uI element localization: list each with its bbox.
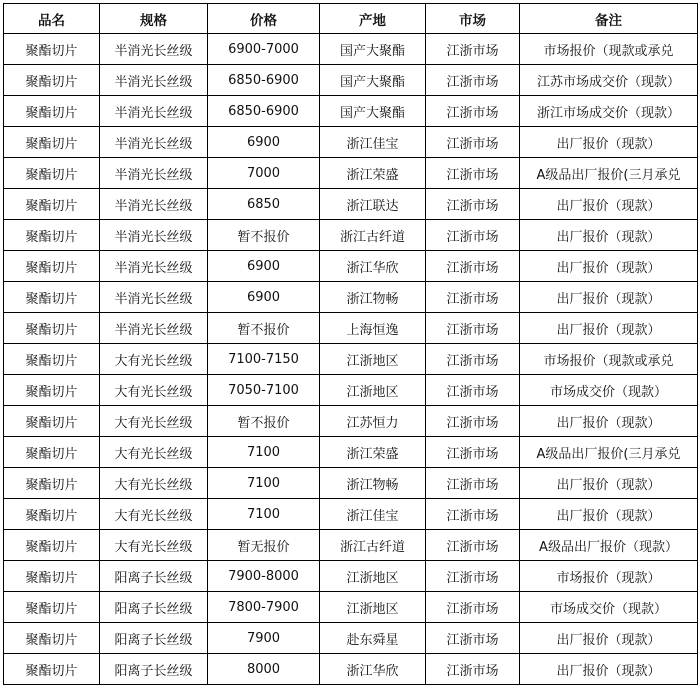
product-name-cell: 聚酯切片 — [4, 220, 100, 251]
market-cell: 江浙市场 — [426, 592, 520, 623]
market-cell: 江浙市场 — [426, 220, 520, 251]
origin-cell: 国产大聚酯 — [320, 34, 426, 65]
spec-cell: 半消光长丝级 — [100, 158, 208, 189]
origin-cell: 浙江古纤道 — [320, 530, 426, 561]
market-cell: 江浙市场 — [426, 313, 520, 344]
product-name-cell: 聚酯切片 — [4, 96, 100, 127]
price-cell: 6900 — [208, 251, 320, 282]
table-row — [4, 220, 698, 251]
table-row — [4, 344, 698, 375]
market-cell: 江浙市场 — [426, 189, 520, 220]
price-cell: 暂无报价 — [208, 530, 320, 561]
remark-cell: 市场报价（现款或承兑 — [520, 344, 698, 375]
product-name-cell: 聚酯切片 — [4, 158, 100, 189]
spec-cell: 大有光长丝级 — [100, 375, 208, 406]
product-name-cell: 聚酯切片 — [4, 623, 100, 654]
table-row — [4, 623, 698, 654]
remark-cell: 出厂报价（现款） — [520, 220, 698, 251]
origin-cell: 江苏恒力 — [320, 406, 426, 437]
price-cell: 暂不报价 — [208, 220, 320, 251]
market-cell: 江浙市场 — [426, 96, 520, 127]
header-row — [4, 4, 698, 34]
spec-cell: 大有光长丝级 — [100, 344, 208, 375]
market-cell: 江浙市场 — [426, 158, 520, 189]
product-name-cell: 聚酯切片 — [4, 468, 100, 499]
price-cell: 7100 — [208, 499, 320, 530]
remark-cell: 出厂报价（现款） — [520, 313, 698, 344]
remark-cell: 江苏市场成交价（现款） — [520, 65, 698, 96]
origin-cell: 江浙地区 — [320, 344, 426, 375]
table-row — [4, 468, 698, 499]
market-cell: 江浙市场 — [426, 468, 520, 499]
spec-cell: 阳离子长丝级 — [100, 592, 208, 623]
price-cell: 暂不报价 — [208, 313, 320, 344]
table-row — [4, 313, 698, 344]
remark-cell: 市场报价（现款或承兑 — [520, 34, 698, 65]
spec-cell: 半消光长丝级 — [100, 34, 208, 65]
product-name-cell: 聚酯切片 — [4, 189, 100, 220]
table-row — [4, 158, 698, 189]
market-cell: 江浙市场 — [426, 623, 520, 654]
table-row — [4, 189, 698, 220]
price-cell: 7100 — [208, 437, 320, 468]
price-cell: 6900 — [208, 282, 320, 313]
origin-cell: 上海恒逸 — [320, 313, 426, 344]
price-cell: 6900-7000 — [208, 34, 320, 65]
price-cell: 7100 — [208, 468, 320, 499]
origin-cell: 浙江佳宝 — [320, 127, 426, 158]
market-cell: 江浙市场 — [426, 561, 520, 592]
remark-cell: 市场报价（现款） — [520, 561, 698, 592]
spec-cell: 大有光长丝级 — [100, 406, 208, 437]
remark-cell: 出厂报价（现款） — [520, 468, 698, 499]
price-cell: 7900 — [208, 623, 320, 654]
header-price: 价格 — [208, 4, 320, 34]
header-remark: 备注 — [520, 4, 698, 34]
spec-cell: 阳离子长丝级 — [100, 654, 208, 685]
origin-cell: 浙江荣盛 — [320, 158, 426, 189]
price-cell: 暂不报价 — [208, 406, 320, 437]
table-row — [4, 561, 698, 592]
spec-cell: 半消光长丝级 — [100, 282, 208, 313]
price-cell: 7000 — [208, 158, 320, 189]
remark-cell: 市场成交价（现款） — [520, 592, 698, 623]
spec-cell: 大有光长丝级 — [100, 468, 208, 499]
spec-cell: 大有光长丝级 — [100, 499, 208, 530]
header-product-name: 品名 — [4, 4, 100, 34]
product-name-cell: 聚酯切片 — [4, 251, 100, 282]
spec-cell: 半消光长丝级 — [100, 313, 208, 344]
table-row — [4, 437, 698, 468]
remark-cell: 出厂报价（现款） — [520, 127, 698, 158]
remark-cell: A级品出厂报价（现款） — [520, 530, 698, 561]
market-cell: 江浙市场 — [426, 282, 520, 313]
spec-cell: 阳离子长丝级 — [100, 561, 208, 592]
table-row — [4, 65, 698, 96]
price-cell: 7050-7100 — [208, 375, 320, 406]
origin-cell: 赴东舜星 — [320, 623, 426, 654]
remark-cell: 出厂报价（现款） — [520, 251, 698, 282]
table-row — [4, 499, 698, 530]
remark-cell: A级品出厂报价(三月承兑 — [520, 437, 698, 468]
product-name-cell: 聚酯切片 — [4, 127, 100, 158]
table-row — [4, 654, 698, 685]
spec-cell: 半消光长丝级 — [100, 65, 208, 96]
remark-cell: 出厂报价（现款） — [520, 623, 698, 654]
origin-cell: 浙江联达 — [320, 189, 426, 220]
market-cell: 江浙市场 — [426, 344, 520, 375]
product-name-cell: 聚酯切片 — [4, 592, 100, 623]
product-name-cell: 聚酯切片 — [4, 313, 100, 344]
product-name-cell: 聚酯切片 — [4, 499, 100, 530]
price-table — [3, 3, 698, 685]
origin-cell: 浙江华欣 — [320, 251, 426, 282]
origin-cell: 浙江物畅 — [320, 282, 426, 313]
market-cell: 江浙市场 — [426, 530, 520, 561]
spec-cell: 阳离子长丝级 — [100, 623, 208, 654]
remark-cell: 出厂报价（现款） — [520, 406, 698, 437]
product-name-cell: 聚酯切片 — [4, 344, 100, 375]
price-cell: 6850 — [208, 189, 320, 220]
price-cell: 7900-8000 — [208, 561, 320, 592]
remark-cell: 出厂报价（现款） — [520, 282, 698, 313]
table-row — [4, 530, 698, 561]
price-cell: 7800-7900 — [208, 592, 320, 623]
remark-cell: A级品出厂报价(三月承兑 — [520, 158, 698, 189]
market-cell: 江浙市场 — [426, 437, 520, 468]
remark-cell: 市场成交价（现款） — [520, 375, 698, 406]
table-row — [4, 375, 698, 406]
table-row — [4, 282, 698, 313]
table-row — [4, 127, 698, 158]
spec-cell: 大有光长丝级 — [100, 530, 208, 561]
origin-cell: 浙江荣盛 — [320, 437, 426, 468]
price-cell: 7100-7150 — [208, 344, 320, 375]
spec-cell: 半消光长丝级 — [100, 189, 208, 220]
market-cell: 江浙市场 — [426, 34, 520, 65]
price-cell: 6850-6900 — [208, 96, 320, 127]
spec-cell: 大有光长丝级 — [100, 437, 208, 468]
origin-cell: 浙江佳宝 — [320, 499, 426, 530]
table-row — [4, 251, 698, 282]
remark-cell: 出厂报价（现款） — [520, 654, 698, 685]
market-cell: 江浙市场 — [426, 375, 520, 406]
table-row — [4, 34, 698, 65]
spec-cell: 半消光长丝级 — [100, 220, 208, 251]
market-cell: 江浙市场 — [426, 251, 520, 282]
market-cell: 江浙市场 — [426, 65, 520, 96]
table-row — [4, 406, 698, 437]
product-name-cell: 聚酯切片 — [4, 654, 100, 685]
origin-cell: 国产大聚酯 — [320, 96, 426, 127]
product-name-cell: 聚酯切片 — [4, 65, 100, 96]
remark-cell: 浙江市场成交价（现款） — [520, 96, 698, 127]
header-spec: 规格 — [100, 4, 208, 34]
price-cell: 6900 — [208, 127, 320, 158]
origin-cell: 江浙地区 — [320, 375, 426, 406]
table-body — [4, 34, 698, 685]
header-market: 市场 — [426, 4, 520, 34]
spec-cell: 半消光长丝级 — [100, 251, 208, 282]
product-name-cell: 聚酯切片 — [4, 437, 100, 468]
product-name-cell: 聚酯切片 — [4, 34, 100, 65]
product-name-cell: 聚酯切片 — [4, 282, 100, 313]
origin-cell: 浙江华欣 — [320, 654, 426, 685]
remark-cell: 出厂报价（现款） — [520, 189, 698, 220]
product-name-cell: 聚酯切片 — [4, 406, 100, 437]
origin-cell: 江浙地区 — [320, 561, 426, 592]
product-name-cell: 聚酯切片 — [4, 530, 100, 561]
origin-cell: 浙江物畅 — [320, 468, 426, 499]
product-name-cell: 聚酯切片 — [4, 375, 100, 406]
market-cell: 江浙市场 — [426, 499, 520, 530]
table-row — [4, 96, 698, 127]
spec-cell: 半消光长丝级 — [100, 127, 208, 158]
market-cell: 江浙市场 — [426, 127, 520, 158]
spec-cell: 半消光长丝级 — [100, 96, 208, 127]
market-cell: 江浙市场 — [426, 654, 520, 685]
product-name-cell: 聚酯切片 — [4, 561, 100, 592]
header-origin: 产地 — [320, 4, 426, 34]
table-row — [4, 592, 698, 623]
price-cell: 6850-6900 — [208, 65, 320, 96]
origin-cell: 国产大聚酯 — [320, 65, 426, 96]
remark-cell: 出厂报价（现款） — [520, 499, 698, 530]
price-cell: 8000 — [208, 654, 320, 685]
origin-cell: 浙江古纤道 — [320, 220, 426, 251]
market-cell: 江浙市场 — [426, 406, 520, 437]
origin-cell: 江浙地区 — [320, 592, 426, 623]
